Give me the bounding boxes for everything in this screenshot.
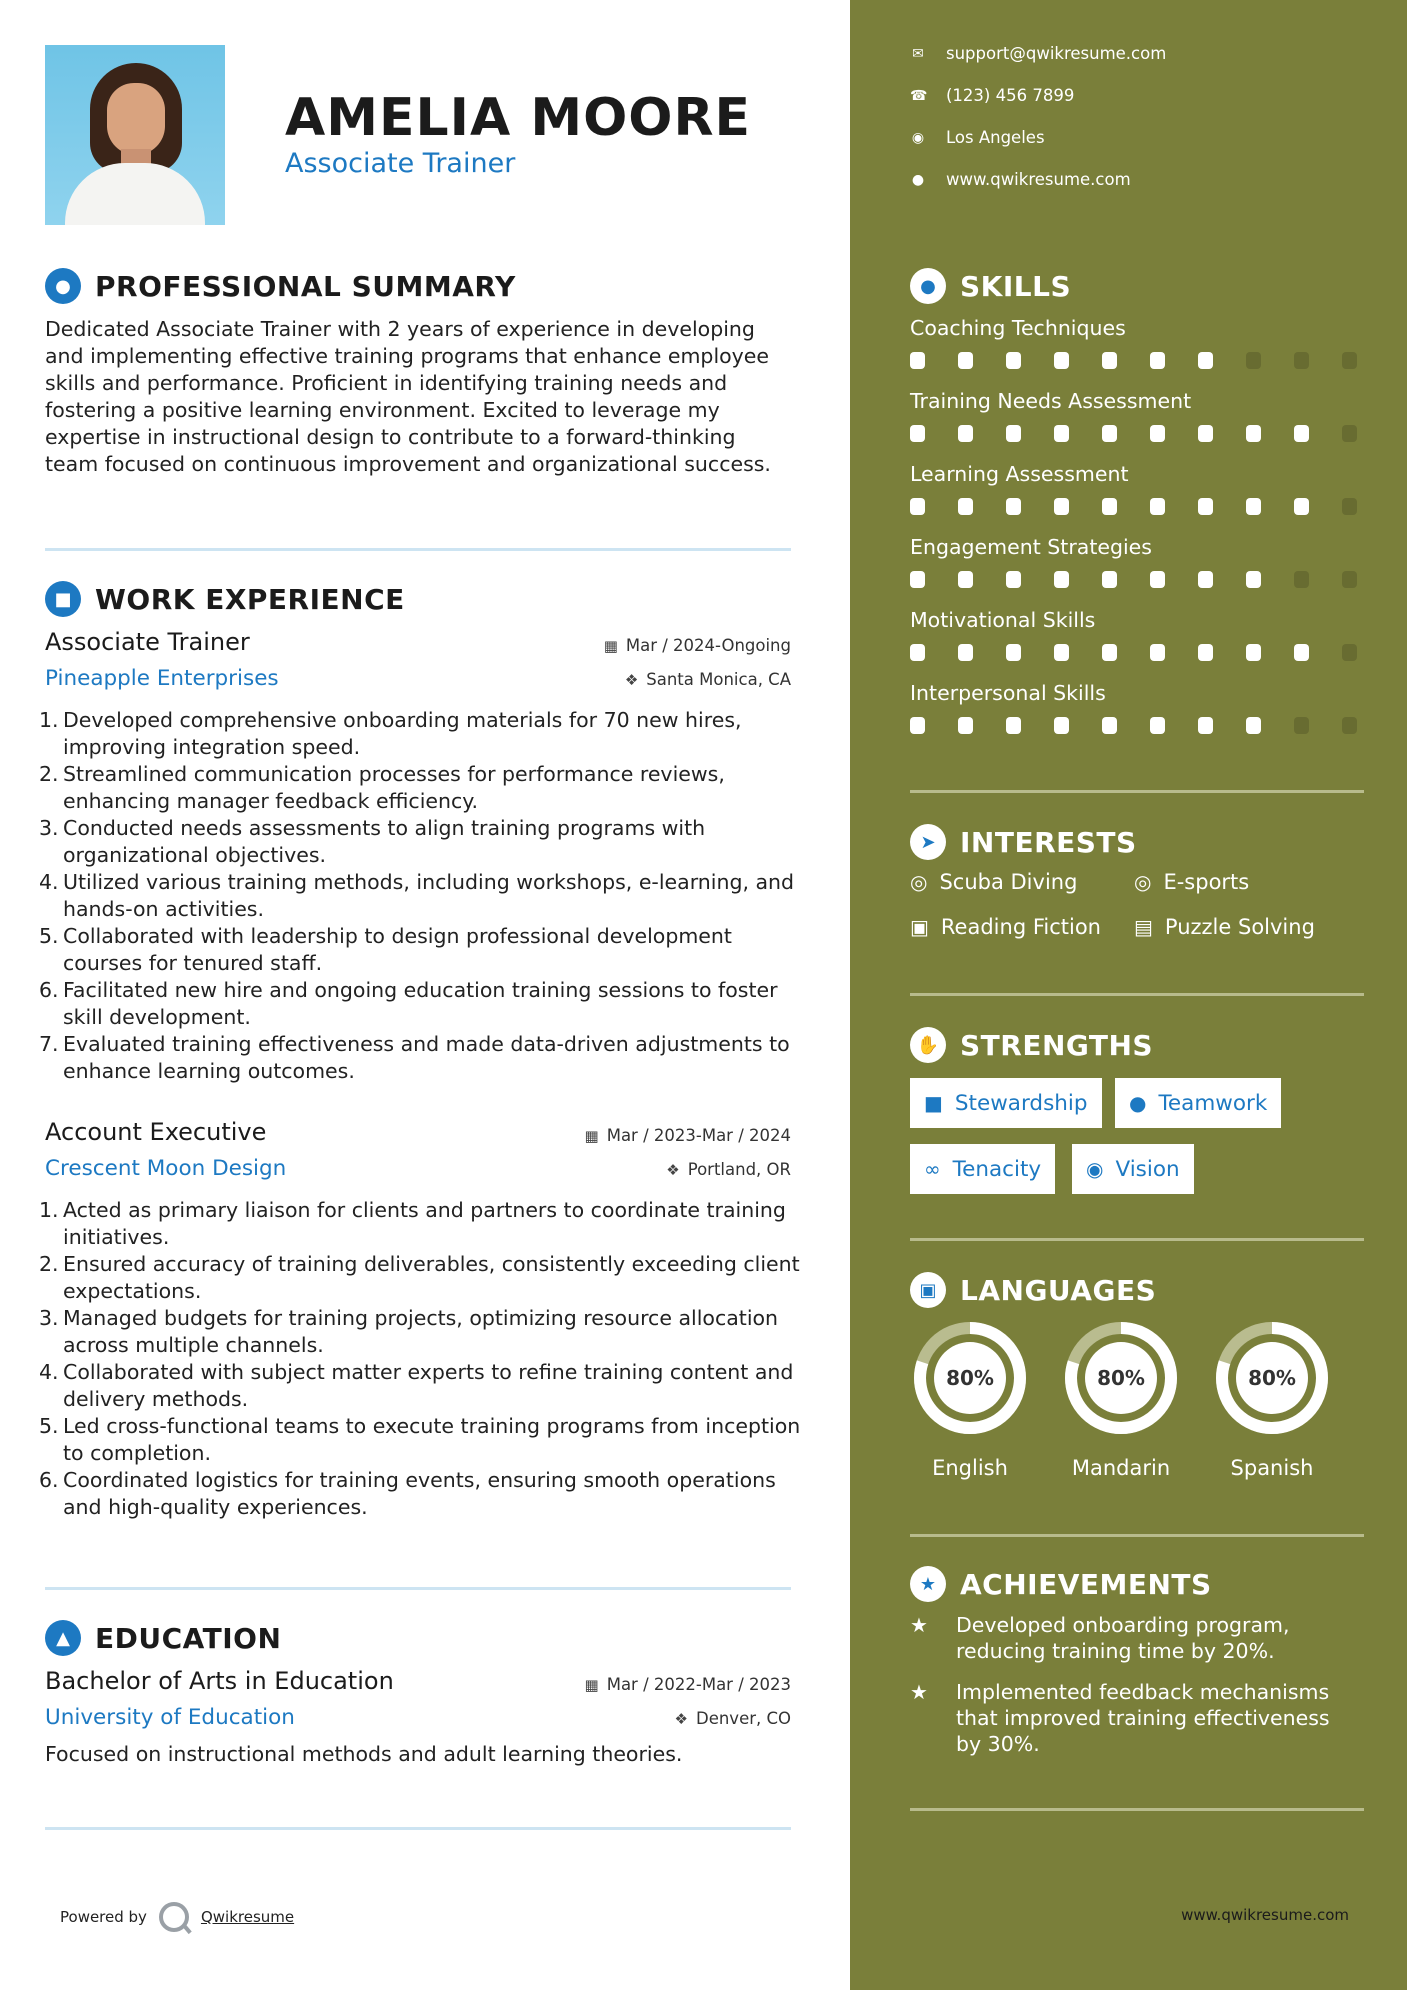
language-item: [910, 1318, 1030, 1480]
job-location: ❖ Santa Monica, CA: [624, 670, 791, 689]
job-company: Pineapple Enterprises: [45, 666, 279, 691]
skill-name: Engagement Strategies: [910, 535, 1152, 559]
rating-dot: [1246, 498, 1261, 515]
contact-website[interactable]: ● www.qwikresume.com: [911, 170, 1131, 189]
rating-dot: [1054, 571, 1069, 588]
sidebar: [850, 0, 1407, 1990]
interest-item: ◎ Scuba Diving: [910, 870, 1078, 894]
bullet-item: Evaluated training effectiveness and made data-driven adjustments to enhance learning outcomes.: [63, 1032, 790, 1083]
language-name: Mandarin: [1071, 1456, 1171, 1480]
skill-rating: [910, 352, 1357, 369]
language-name: Spanish: [1230, 1456, 1314, 1480]
bullet-item: Facilitated new hire and ongoing education training sessions to foster skill development.: [63, 978, 778, 1029]
star-icon: ★: [910, 1613, 928, 1637]
contact-email[interactable]: ✉ support@qwikresume.com: [910, 44, 1166, 63]
rating-dot: [1342, 498, 1357, 515]
rating-dot: [1150, 717, 1165, 734]
rating-dot: [1246, 717, 1261, 734]
experience-heading: ■ WORK EXPERIENCE: [45, 581, 405, 617]
rating-dot: [1054, 425, 1069, 442]
interest-item: ▤ Puzzle Solving: [1134, 915, 1315, 939]
profile-photo: [45, 45, 225, 225]
rating-dot: [1054, 717, 1069, 734]
job-bullets: [45, 707, 805, 1085]
rating-dot: [910, 571, 925, 588]
rating-dot: [1342, 717, 1357, 734]
interest-item: ▣ Reading Fiction: [910, 915, 1101, 939]
rating-dot: [1102, 352, 1117, 369]
bullet-item: Collaborated with subject matter experts to refine training content and delivery methods.: [63, 1360, 794, 1411]
rating-dot: [1198, 425, 1213, 442]
rating-dot: [1006, 425, 1021, 442]
life-ring-icon: ◎: [1134, 870, 1152, 894]
degree: Bachelor of Arts in Education: [45, 1667, 394, 1695]
school: University of Education: [45, 1705, 295, 1730]
strength-badge: ∞ Tenacity: [910, 1144, 1055, 1194]
strength-badge: ■ Stewardship: [910, 1078, 1102, 1128]
skill-name: Interpersonal Skills: [910, 681, 1106, 705]
strength-badge: ● Teamwork: [1115, 1078, 1281, 1128]
rating-dot: [958, 425, 973, 442]
job-title: Account Executive: [45, 1118, 267, 1146]
binoculars-icon: ◉: [1086, 1157, 1104, 1181]
rating-dot: [1342, 425, 1357, 442]
rating-dot: [1054, 644, 1069, 661]
rating-dot: [1294, 644, 1309, 661]
rating-dot: [910, 352, 925, 369]
contact-location: ◉ Los Angeles: [911, 128, 1045, 147]
rating-dot: [1150, 644, 1165, 661]
calendar-icon: ▦: [584, 1126, 599, 1145]
book-icon: ▤: [1134, 915, 1153, 939]
job-dates: ▦ Mar / 2023-Mar / 2024: [584, 1126, 791, 1145]
achievement-item: ★ Implemented feedback mechanisms that improved training effectiveness by 30%.: [910, 1680, 1330, 1756]
language-percent: 80%: [1097, 1366, 1145, 1390]
rating-dot: [958, 644, 973, 661]
rating-dot: [1198, 352, 1213, 369]
divider: [45, 1827, 791, 1830]
rating-dot: [1294, 498, 1309, 515]
rating-dot: [1294, 717, 1309, 734]
rating-dot: [1246, 644, 1261, 661]
strengths-heading: ✋ STRENGTHS: [910, 1027, 1153, 1063]
education-description: Focused on instructional methods and adult learning theories.: [45, 1742, 683, 1766]
gamepad-icon: ▣: [910, 915, 929, 939]
pin-icon: ❖: [674, 1709, 688, 1728]
rating-dot: [1054, 352, 1069, 369]
strength-badge: ◉ Vision: [1072, 1144, 1194, 1194]
skill-rating: [910, 644, 1357, 661]
rating-dot: [1294, 425, 1309, 442]
pin-icon: ❖: [624, 670, 639, 689]
language-percent: 80%: [1248, 1366, 1296, 1390]
rating-dot: [1246, 352, 1261, 369]
life-ring-icon: ◎: [910, 870, 928, 894]
divider: [45, 1587, 791, 1590]
rating-dot: [1102, 644, 1117, 661]
job-dates: ▦ Mar / 2024-Ongoing: [603, 636, 791, 655]
powered-by: Powered by Qwikresume: [60, 1902, 294, 1932]
bullet-item: Streamlined communication processes for performance reviews, enhancing manager feedback efficiency.: [63, 762, 725, 813]
candidate-title: Associate Trainer: [285, 148, 516, 179]
rating-dot: [1198, 717, 1213, 734]
skill-rating: [910, 498, 1357, 515]
divider: [45, 548, 791, 551]
rating-dot: [1102, 498, 1117, 515]
star-icon: ★: [910, 1680, 928, 1704]
bullet-item: Utilized various training methods, including workshops, e-learning, and hands-on activities.: [63, 870, 795, 921]
contact-phone[interactable]: ☎ (123) 456 7899: [910, 86, 1075, 105]
rating-dot: [1294, 352, 1309, 369]
bullet-item: Developed comprehensive onboarding materials for 70 new hires, improving integration speed.: [63, 708, 742, 759]
rating-dot: [1006, 498, 1021, 515]
languages-heading: ▣ LANGUAGES: [910, 1272, 1156, 1308]
rating-dot: [1006, 717, 1021, 734]
rating-dot: [1102, 717, 1117, 734]
rating-dot: [1150, 571, 1165, 588]
rating-dot: [1054, 498, 1069, 515]
rating-dot: [1150, 352, 1165, 369]
job-title: Associate Trainer: [45, 628, 250, 656]
language-ring: [1061, 1318, 1181, 1438]
achievements-heading: ★ ACHIEVEMENTS: [910, 1566, 1212, 1602]
rating-dot: [1150, 425, 1165, 442]
interests-heading: ➤ INTERESTS: [910, 824, 1137, 860]
education-dates: ▦ Mar / 2022-Mar / 2023: [584, 1675, 791, 1694]
achievement-item: ★ Developed onboarding program, reducing training time by 20%.: [910, 1613, 1290, 1663]
divider: [910, 1534, 1364, 1537]
skill-name: Training Needs Assessment: [910, 389, 1192, 413]
rating-dot: [958, 498, 973, 515]
pin-icon: ❖: [666, 1160, 680, 1179]
education-location: ❖ Denver, CO: [674, 1709, 791, 1728]
skills-heading: ● SKILLS: [910, 268, 1071, 304]
skill-rating: [910, 425, 1357, 442]
job-company: Crescent Moon Design: [45, 1156, 287, 1181]
bullet-item: Conducted needs assessments to align training programs with organizational objectives.: [63, 816, 706, 867]
footer-website[interactable]: www.qwikresume.com: [1181, 1906, 1349, 1924]
users-icon: ●: [1129, 1091, 1147, 1115]
briefcase-icon: ■: [45, 581, 81, 617]
language-percent: 80%: [946, 1366, 994, 1390]
language-name: English: [932, 1456, 1008, 1480]
rating-dot: [1246, 571, 1261, 588]
bullet-item: Coordinated logistics for training events, ensuring smooth operations and high-quality experiences.: [63, 1468, 776, 1519]
globe-icon: ●: [911, 171, 925, 188]
divider: [910, 790, 1364, 793]
interest-item: ◎ E-sports: [1134, 870, 1250, 894]
rating-dot: [1342, 644, 1357, 661]
candidate-name: AMELIA MOORE: [285, 88, 752, 148]
rating-dot: [910, 717, 925, 734]
rating-dot: [1198, 644, 1213, 661]
paper-plane-icon: ➤: [910, 824, 946, 860]
rating-dot: [958, 571, 973, 588]
rating-dot: [1006, 644, 1021, 661]
summary-heading: ● PROFESSIONAL SUMMARY: [45, 268, 516, 304]
language-ring: [910, 1318, 1030, 1438]
star-badge-icon: ★: [910, 1566, 946, 1602]
bullet-item: Managed budgets for training projects, optimizing resource allocation across multiple channels.: [63, 1306, 779, 1357]
divider: [910, 993, 1364, 996]
bullet-item: Collaborated with leadership to design professional development courses for tenured staff.: [63, 924, 732, 975]
rating-dot: [910, 425, 925, 442]
skill-rating: [910, 717, 1357, 734]
briefcase-icon: ■: [924, 1091, 943, 1115]
skill-name: Coaching Techniques: [910, 316, 1126, 340]
rating-dot: [1294, 571, 1309, 588]
lightbulb-icon: ●: [910, 268, 946, 304]
rating-dot: [1342, 571, 1357, 588]
calendar-icon: ▦: [584, 1675, 599, 1694]
skill-name: Learning Assessment: [910, 462, 1129, 486]
bullet-item: Ensured accuracy of training deliverables, consistently exceeding client expectations.: [63, 1252, 800, 1303]
language-ring: [1212, 1318, 1332, 1438]
skill-rating: [910, 571, 1357, 588]
rating-dot: [1150, 498, 1165, 515]
divider: [910, 1238, 1364, 1241]
envelope-icon: ✉: [912, 45, 924, 62]
rating-dot: [958, 717, 973, 734]
graduation-icon: ▲: [45, 1620, 81, 1656]
rating-dot: [1102, 571, 1117, 588]
education-heading: ▲ EDUCATION: [45, 1620, 281, 1656]
bullet-item: Led cross-functional teams to execute training programs from inception to completion.: [63, 1414, 801, 1465]
job-location: ❖ Portland, OR: [666, 1160, 791, 1179]
job-bullets: [45, 1197, 805, 1521]
map-marker-icon: ◉: [911, 129, 925, 146]
language-item: [1212, 1318, 1332, 1480]
rating-dot: [1246, 425, 1261, 442]
rating-dot: [1006, 571, 1021, 588]
rating-dot: [910, 644, 925, 661]
divider: [910, 1808, 1364, 1811]
rating-dot: [1198, 571, 1213, 588]
rating-dot: [910, 498, 925, 515]
link-icon: ∞: [924, 1157, 941, 1181]
language-item: [1061, 1318, 1181, 1480]
user-icon: ●: [45, 268, 81, 304]
bullet-item: Acted as primary liaison for clients and partners to coordinate training initiatives.: [63, 1198, 786, 1249]
skill-name: Motivational Skills: [910, 608, 1096, 632]
rating-dot: [1102, 425, 1117, 442]
qwikresume-link[interactable]: Qwikresume: [200, 1908, 295, 1926]
phone-icon: ☎: [910, 87, 928, 104]
rating-dot: [1006, 352, 1021, 369]
fist-icon: ✋: [910, 1027, 946, 1063]
rating-dot: [958, 352, 973, 369]
rating-dot: [1342, 352, 1357, 369]
qwikresume-logo-icon: [159, 1902, 189, 1932]
language-icon: ▣: [910, 1272, 946, 1308]
rating-dot: [1198, 498, 1213, 515]
summary-text: Dedicated Associate Trainer with 2 years of experience in developing and implementing effective training programs that enhance employee skills and performance. Proficient in identifying training needs and fostering a positive learning environment. Excited to leverage my expertise in instructional design to contribute to a forward-thinking team focused on continuous improvement and organizational success.: [45, 317, 771, 476]
calendar-icon: ▦: [603, 636, 618, 655]
